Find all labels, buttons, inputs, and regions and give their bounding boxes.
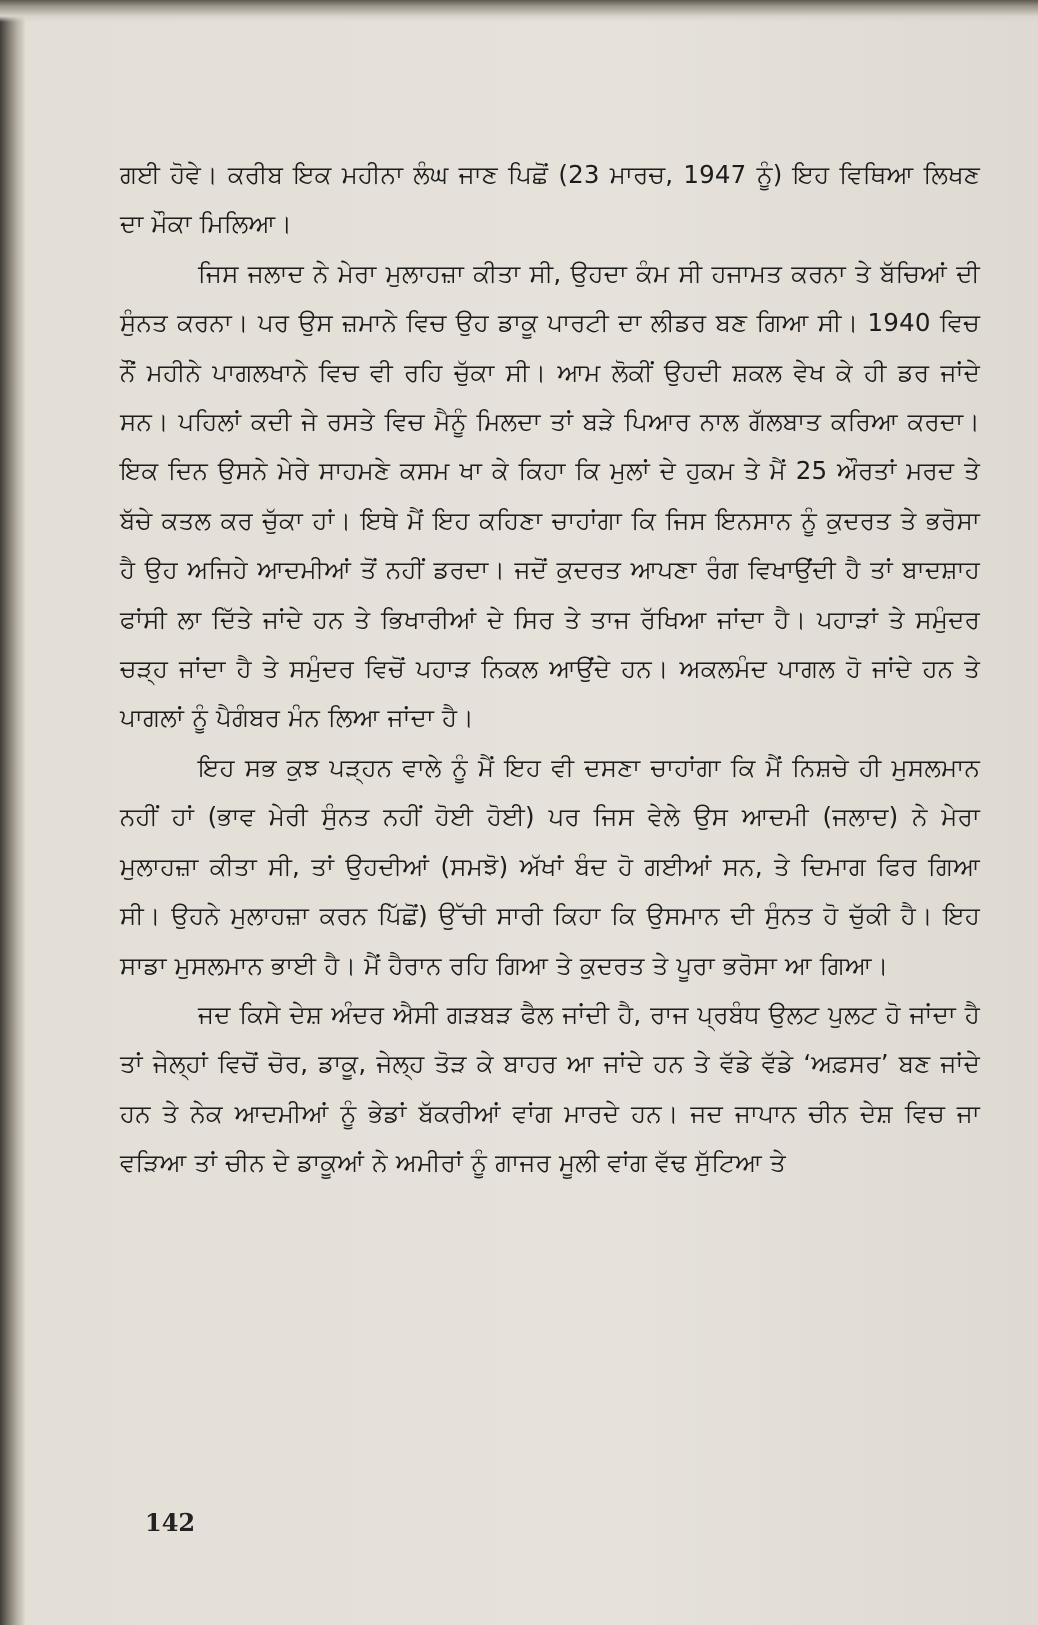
paragraph-1: ਗਈ ਹੋਵੇ। ਕਰੀਬ ਇਕ ਮਹੀਨਾ ਲੰਘ ਜਾਣ ਪਿਛੋਂ (23 ਮਾਰਚ, 1947 ਨੂੰ) ਇਹ ਵਿਥਿਆ ਲਿਖਣ ਦਾ ਮੌਕਾ ਮਿਲਿਆ। bbox=[120, 160, 980, 239]
paragraph-4: ਜਦ ਕਿਸੇ ਦੇਸ਼ ਅੰਦਰ ਐਸੀ ਗੜਬੜ ਫੈਲ ਜਾਂਦੀ ਹੈ, ਰਾਜ ਪ੍ਰਬੰਧ ਉਲਟ ਪੁਲਟ ਹੋ ਜਾਂਦਾ ਹੈ ਤਾਂ ਜੇਲ੍ਹਾਂ ਵਿਚੋਂ ਚੋਰ, ਡਾਕੂ, ਜੇਲ੍ਹ ਤੋੜ ਕੇ ਬਾਹਰ ਆ ਜਾਂਦੇ ਹਨ ਤੇ ਵੱਡੇ ਵੱਡੇ ‘ਅਫ਼ਸਰ’ ਬਣ ਜਾਂਦੇ ਹਨ ਤੇ ਨੇਕ ਆਦਮੀਆਂ ਨੂੰ ਭੇਡਾਂ ਬੱਕਰੀਆਂ ਵਾਂਗ ਮਾਰਦੇ ਹਨ। ਜਦ ਜਾਪਾਨ ਚੀਨ ਦੇਸ਼ ਵਿਚ ਜਾ ਵੜਿਆ ਤਾਂ ਚੀਨ ਦੇ ਡਾਕੂਆਂ ਨੇ ਅਮੀਰਾਂ ਨੂੰ ਗਾਜਰ ਮੂਲੀ ਵਾਂਗ ਵੱਢ ਸੁੱਟਿਆ ਤੇ bbox=[120, 999, 980, 1178]
paragraph-3: ਇਹ ਸਭ ਕੁਝ ਪੜ੍ਹਨ ਵਾਲੇ ਨੂੰ ਮੈਂ ਇਹ ਵੀ ਦਸਣਾ ਚਾਹਾਂਗਾ ਕਿ ਮੈਂ ਨਿਸ਼ਚੇ ਹੀ ਮੁਸਲਮਾਨ ਨਹੀਂ ਹਾਂ (ਭਾਵ ਮੇਰੀ ਸੁੰਨਤ ਨਹੀਂ ਹੋਈ ਹੋਈ) ਪਰ ਜਿਸ ਵੇਲੇ ਉਸ ਆਦਮੀ (ਜਲਾਦ) ਨੇ ਮੇਰਾ ਮੁਲਾਹਜ਼ਾ ਕੀਤਾ ਸੀ, ਤਾਂ ਉਹਦੀਆਂ (ਸਮਝੋ) ਅੱਖਾਂ ਬੰਦ ਹੋ ਗਈਆਂ ਸਨ, ਤੇ ਦਿਮਾਗ ਫਿਰ ਗਿਆ ਸੀ। ਉਹਨੇ ਮੁਲਾਹਜ਼ਾ ਕਰਨ ਪਿੱਛੋਂ) ਉੱਚੀ ਸਾਰੀ ਕਿਹਾ ਕਿ ਉਸਮਾਨ ਦੀ ਸੁੰਨਤ ਹੋ ਚੁੱਕੀ ਹੈ। ਇਹ ਸਾਡਾ ਮੁਸਲਮਾਨ ਭਾਈ ਹੈ। ਮੈਂ ਹੈਰਾਨ ਰਹਿ ਗਿਆ ਤੇ ਕੁਦਰਤ ਤੇ ਪੂਰਾ ਭਰੋਸਾ ਆ ਗਿਆ। bbox=[120, 752, 980, 980]
page-top-edge bbox=[0, 0, 1038, 22]
paragraph-2: ਜਿਸ ਜਲਾਦ ਨੇ ਮੇਰਾ ਮੁਲਾਹਜ਼ਾ ਕੀਤਾ ਸੀ, ਉਹਦਾ ਕੰਮ ਸੀ ਹਜਾਮਤ ਕਰਨਾ ਤੇ ਬੱਚਿਆਂ ਦੀ ਸੁੰਨਤ ਕਰਨਾ। ਪਰ ਉਸ ਜ਼ਮਾਨੇ ਵਿਚ ਉਹ ਡਾਕੂ ਪਾਰਟੀ ਦਾ ਲੀਡਰ ਬਣ ਗਿਆ ਸੀ। 1940 ਵਿਚ ਨੌਂ ਮਹੀਨੇ ਪਾਗਲਖਾਨੇ ਵਿਚ ਵੀ ਰਹਿ ਚੁੱਕਾ ਸੀ। ਆਮ ਲੋਕੀਂ ਉਹਦੀ ਸ਼ਕਲ ਵੇਖ ਕੇ ਹੀ ਡਰ ਜਾਂਦੇ ਸਨ। ਪਹਿਲਾਂ ਕਦੀ ਜੇ ਰਸਤੇ ਵਿਚ ਮੈਨੂੰ ਮਿਲਦਾ ਤਾਂ ਬੜੇ ਪਿਆਰ ਨਾਲ ਗੱਲਬਾਤ ਕਰਿਆ ਕਰਦਾ। ਇਕ ਦਿਨ ਉਸਨੇ ਮੇਰੇ ਸਾਹਮਣੇ ਕਸਮ ਖਾ ਕੇ ਕਿਹਾ ਕਿ ਮੁਲਾਂ ਦੇ ਹੁਕਮ ਤੇ ਮੈਂ 25 ਔਰਤਾਂ ਮਰਦ ਤੇ ਬੱਚੇ ਕਤਲ ਕਰ ਚੁੱਕਾ ਹਾਂ। ਇਥੇ ਮੈਂ ਇਹ ਕਹਿਣਾ ਚਾਹਾਂਗਾ ਕਿ ਜਿਸ ਇਨਸਾਨ ਨੂੰ ਕੁਦਰਤ ਤੇ ਭਰੋਸਾ ਹੈ ਉਹ ਅਜਿਹੇ ਆਦਮੀਆਂ ਤੋਂ ਨਹੀਂ ਡਰਦਾ। ਜਦੋਂ ਕੁਦਰਤ ਆਪਣਾ ਰੰਗ ਵਿਖਾਉਂਦੀ ਹੈ ਤਾਂ ਬਾਦਸ਼ਾਹ ਫਾਂਸੀ ਲਾ ਦਿੱਤੇ ਜਾਂਦੇ ਹਨ ਤੇ ਭਿਖਾਰੀਆਂ ਦੇ ਸਿਰ ਤੇ ਤਾਜ ਰੱਖਿਆ ਜਾਂਦਾ ਹੈ। ਪਹਾੜਾਂ ਤੇ ਸਮੁੰਦਰ ਚੜ੍ਹ ਜਾਂਦਾ ਹੈ ਤੇ ਸਮੁੰਦਰ ਵਿਚੋਂ ਪਹਾੜ ਨਿਕਲ ਆਉਂਦੇ ਹਨ। ਅਕਲਮੰਦ ਪਾਗਲ ਹੋ ਜਾਂਦੇ ਹਨ ਤੇ ਪਾਗਲਾਂ ਨੂੰ ਪੈਗੰਬਰ ਮੰਨ ਲਿਆ ਜਾਂਦਾ ਹੈ। bbox=[120, 258, 980, 733]
page-number: 142 bbox=[145, 1508, 196, 1537]
page-body bbox=[120, 150, 980, 1188]
book-spine-shadow bbox=[0, 0, 26, 1625]
